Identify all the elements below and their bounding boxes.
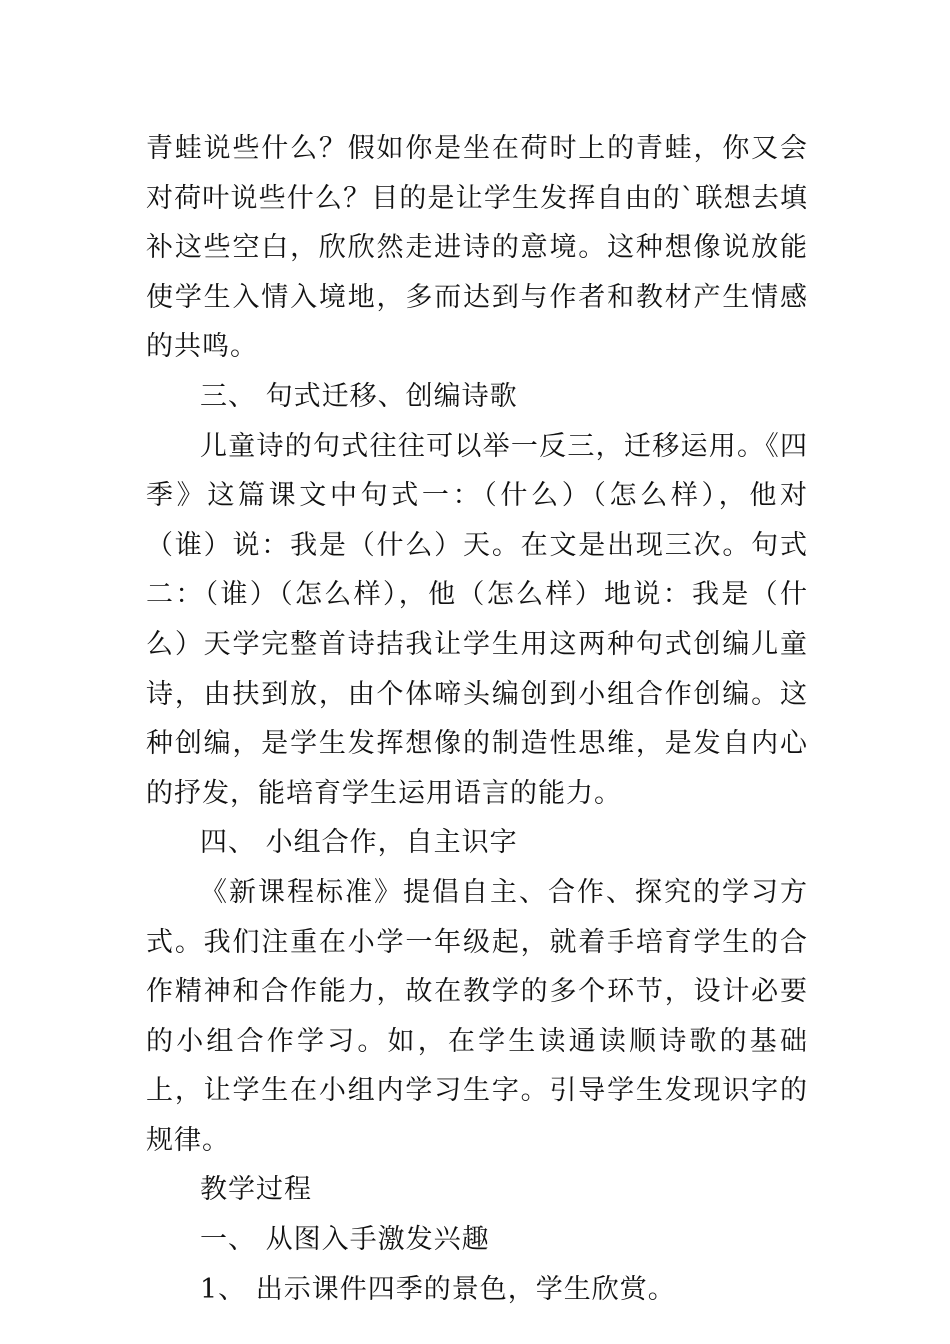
paragraph: 《新课程标准》提倡自主、合作、探究的学习方式。我们注重在小学一年级起，就着手培育学生的合作精神和合作能力，故在教学的多个环节，设计必要的小组合作学习。如，在学生读通读顺诗歌的基础上，让学生在小组内学习生字。引导学生发现识字的规律。 bbox=[146, 876, 808, 1156]
paragraph-continued: 青蛙说些什么？假如你是坐在荷时上的青蛙，你又会对荷叶说些什么？目的是让学生发挥自由的`联想去填补这些空白，欣欣然走进诗的意境。这种想像说放能使学生入情入境地，多而达到与作者和教材产生情感的共鸣。 bbox=[146, 133, 808, 363]
section-heading-process: 教学过程 bbox=[200, 1174, 312, 1206]
document-body bbox=[146, 124, 808, 1314]
section-heading-3: 三、 句式迁移、创编诗歌 bbox=[200, 380, 518, 412]
list-item-1: 1、 出示课件四季的景色，学生欣赏。 bbox=[200, 1273, 676, 1305]
section-heading-1: 一、 从图入手激发兴趣 bbox=[200, 1224, 490, 1256]
section-heading-4: 四、 小组合作，自主识字 bbox=[200, 827, 518, 859]
paragraph: 儿童诗的句式往往可以举一反三，迁移运用。《四季》这篇课文中句式一：（什么）（怎么样），他对（谁）说：我是（什么）天。在文是出现三次。句式二：（谁）（怎么样），他（怎么样）地说：我是（什么）天学完整首诗拮我让学生用这两种句式创编儿童诗，由扶到放，由个体啼头编创到小组合作创编。这种创编，是学生发挥想像的制造性思维，是发自内心的抒发，能培育学生运用语言的能力。 bbox=[146, 430, 808, 809]
